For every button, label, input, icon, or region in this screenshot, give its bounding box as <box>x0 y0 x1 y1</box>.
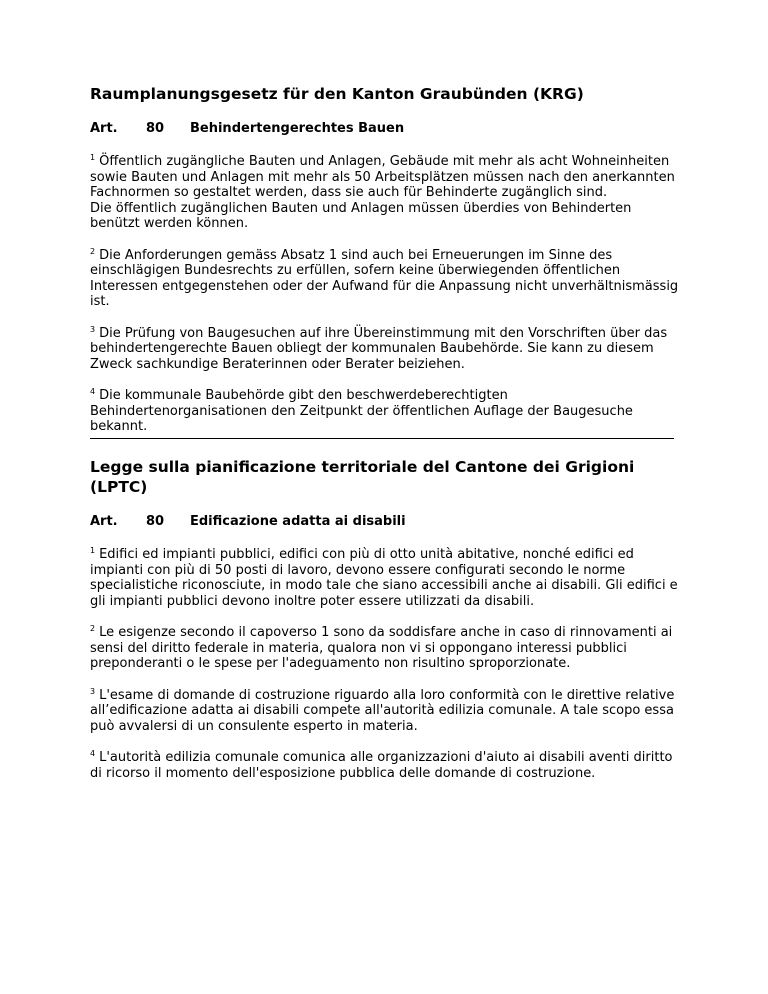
paragraph-line: di ricorso il momento dell'esposizione pubblica delle domande di costruzione. <box>90 765 596 781</box>
paragraph-number: 2 <box>90 624 96 633</box>
paragraph <box>90 248 680 310</box>
paragraph-line: L'esame di domande di costruzione riguardo alla loro conformità con le direttive relative <box>99 687 675 703</box>
paragraph <box>90 750 680 781</box>
article-label: Art. <box>90 514 118 529</box>
paragraph <box>90 688 680 735</box>
article-title: Edificazione adatta ai disabili <box>190 514 406 529</box>
paragraph-number: 2 <box>90 246 96 256</box>
paragraph-line: behindertengerechte Bauen obliegt der kommunalen Baubehörde. Sie kann zu diesem <box>90 341 654 356</box>
paragraph-line: può avvalersi di un consulente esperto in materia. <box>90 718 418 734</box>
paragraph-line: Behindertenorganisationen den Zeitpunkt der öffentlichen Auflage der Baugesuche <box>90 403 633 419</box>
paragraph <box>90 547 680 609</box>
section-title: Legge sulla pianificazione territoriale del Cantone dei Grigioni (LPTC) <box>90 458 635 496</box>
paragraph-line: sowie Bauten und Anlagen mit mehr als 50 Arbeitsplätzen müssen nach den anerkannten <box>90 169 675 185</box>
paragraph-line: all’edificazione adatta ai disabili compete all'autorità edilizia comunale. A tale scopo essa <box>90 703 674 718</box>
paragraph <box>90 388 680 435</box>
paragraph-line: Zweck sachkundige Beraterinnen oder Berater beiziehen. <box>90 356 465 372</box>
article-number: 80 <box>146 121 165 136</box>
paragraph-line: Die Prüfung von Baugesuchen auf ihre Übereinstimmung mit den Vorschriften über das <box>99 325 668 341</box>
paragraph-line: specialistiche riconosciute, in modo tale che siano accessibili anche ai disabili. Gli edifici e <box>90 578 678 593</box>
paragraph <box>90 326 680 373</box>
article-number: 80 <box>146 514 165 529</box>
paragraph-line: Edifici ed impianti pubblici, edifici con più di otto unità abitative, nonché edifici ed <box>99 547 634 562</box>
paragraph-line: bekannt. <box>90 419 148 434</box>
paragraph-line: Die Anforderungen gemäss Absatz 1 sind auch bei Erneuerungen im Sinne des <box>99 247 613 263</box>
article-heading <box>90 120 680 138</box>
paragraph-number: 3 <box>90 324 96 334</box>
article-title: Behindertengerechtes Bauen <box>190 121 405 136</box>
article-heading <box>90 513 680 531</box>
section-german <box>90 84 680 435</box>
paragraph-line: Le esigenze secondo il capoverso 1 sono da soddisfare anche in caso di rinnovamenti ai <box>99 625 673 640</box>
paragraph-line: Fachnormen so gestaltet werden, dass sie auch für Behinderte zugänglich sind. <box>90 185 608 200</box>
paragraph-number: 1 <box>90 153 96 162</box>
paragraph-number: 1 <box>90 546 96 555</box>
paragraph-line: Interessen entgegenstehen oder der Aufwand für die Anpassung nicht unverhältnismässig <box>90 278 679 294</box>
section-divider <box>90 438 674 439</box>
paragraph-list <box>90 547 680 781</box>
paragraph-line: gli impianti pubblici devono inoltre poter essere utilizzati da disabili. <box>90 593 535 609</box>
paragraph-line: Die öffentlich zugänglichen Bauten und Anlagen müssen überdies von Behinderten <box>90 200 632 216</box>
paragraph-line: Öffentlich zugängliche Bauten und Anlagen, Gebäude mit mehr als acht Wohneinheiten <box>99 154 670 169</box>
paragraph-number: 4 <box>90 749 96 758</box>
paragraph-line: impianti con più di 50 posti di lavoro, devono essere configurati secondo le norme <box>90 562 626 578</box>
paragraph-line: ist. <box>90 294 110 309</box>
paragraph <box>90 154 680 232</box>
section-title: Raumplanungsgesetz für den Kanton Graubünden (KRG) <box>90 85 584 103</box>
paragraph-number: 3 <box>90 686 96 696</box>
paragraph-line: Die kommunale Baubehörde gibt den beschwerdeberechtigten <box>99 388 508 403</box>
paragraph-line: preponderanti o le spese per l'adeguamento non risultino sproporzionate. <box>90 656 571 671</box>
paragraph-number: 4 <box>90 387 96 396</box>
paragraph-list <box>90 154 680 435</box>
paragraph-line: sensi del diritto federale in materia, qualora non vi si oppongano interessi pubblici <box>90 640 627 656</box>
paragraph-line: L'autorità edilizia comunale comunica alle organizzazioni d'aiuto ai disabili aventi diritto <box>99 750 673 765</box>
paragraph <box>90 625 680 672</box>
paragraph-line: benützt werden können. <box>90 216 249 231</box>
article-label: Art. <box>90 121 118 136</box>
section-italian <box>90 457 680 781</box>
paragraph-line: einschlägigen Bundesrechts zu erfüllen, sofern keine überwiegenden öffentlichen <box>90 263 621 278</box>
